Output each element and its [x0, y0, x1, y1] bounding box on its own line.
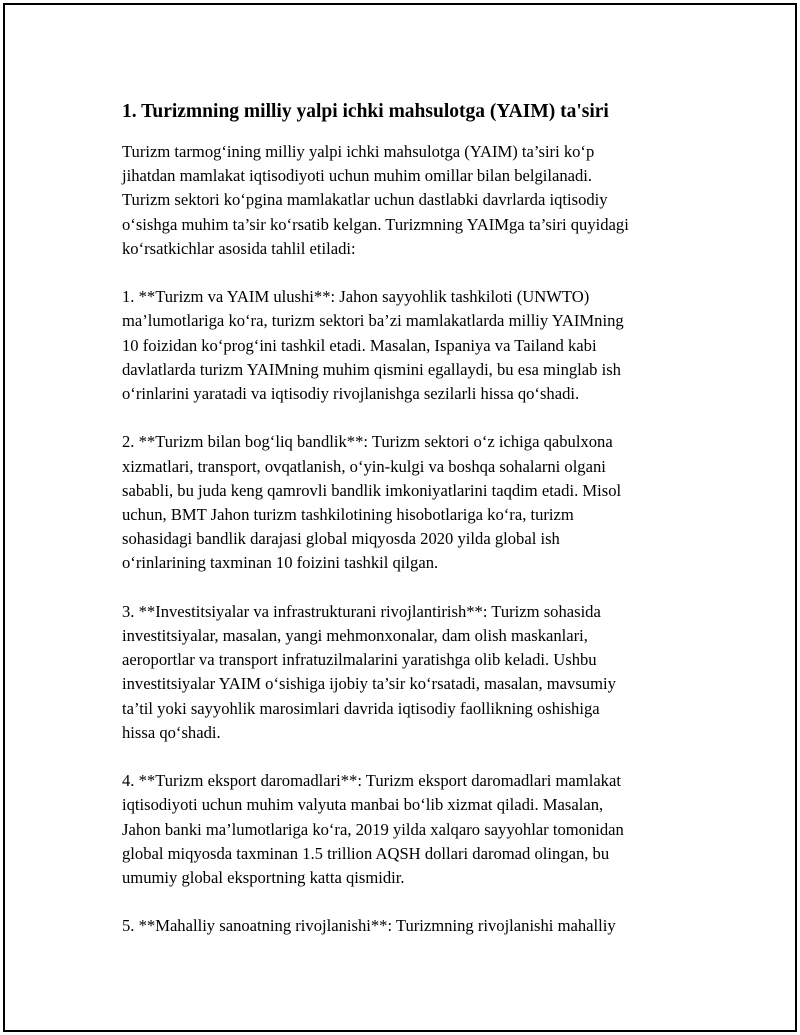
text-line: 1. **Turizm va YAIM ulushi**: Jahon sayyohlik tashkiloti (UNWTO)	[122, 287, 590, 307]
text-line: ko‘rsatkichlar asosida tahlil etiladi:	[122, 238, 356, 258]
paragraph-4	[122, 600, 722, 745]
text-line: xizmatlari, transport, ovqatlanish, o‘yin-kulgi va boshqa sohalarni olgani	[122, 456, 606, 476]
page-border	[3, 3, 797, 1032]
paragraph-2	[122, 285, 722, 406]
paragraph-6	[122, 914, 722, 938]
text-line: Turizm tarmog‘ining milliy yalpi ichki mahsulotga (YAIM) ta’siri ko‘p	[122, 142, 595, 161]
text-line: Turizm sektori ko‘pgina mamlakatlar uchun dastlabki davrlarda iqtisodiy	[122, 190, 608, 210]
text-line: investitsiyalar, masalan, yangi mehmonxonalar, dam olish maskanlari,	[122, 626, 588, 646]
text-line: ma’lumotlariga ko‘ra, turizm sektori ba’zi mamlakatlarda milliy YAIMning	[122, 311, 624, 331]
text-line: umumiy global eksportning katta qismidir.	[122, 868, 405, 888]
document-content	[122, 98, 722, 963]
paragraph-1	[122, 140, 722, 261]
text-line: 3. **Investitsiyalar va infrastrukturani rivojlantirish**: Turizm sohasida	[122, 601, 601, 621]
text-line: 4. **Turizm eksport daromadlari**: Turizm eksport daromadlari mamlakat	[122, 771, 621, 791]
paragraph-5	[122, 769, 722, 890]
document-body	[122, 140, 722, 939]
document-title: 1. Turizmning milliy yalpi ichki mahsulotga (YAIM) ta'siri	[122, 101, 609, 122]
text-line: 10 foizidan ko‘prog‘ini tashkil etadi. Masalan, Ispaniya va Tailand kabi	[122, 335, 597, 355]
text-line: Jahon banki ma’lumotlariga ko‘ra, 2019 yilda xalqaro sayyohlar tomonidan	[122, 819, 624, 839]
text-line: 5. **Mahalliy sanoatning rivojlanishi**: Turizmning rivojlanishi mahalliy	[122, 916, 616, 936]
text-line: aeroportlar va transport infratuzilmalarini yaratishga olib keladi. Ushbu	[122, 650, 597, 670]
text-line: davlatlarda turizm YAIMning muhim qismini egallaydi, bu esa minglab ish	[122, 359, 621, 379]
text-line: o‘sishga muhim ta’sir ko‘rsatib kelgan. Turizmning YAIMga ta’siri quyidagi	[122, 214, 629, 234]
text-line: 2. **Turizm bilan bog‘liq bandlik**: Turizm sektori o‘z ichiga qabulxona	[122, 432, 613, 452]
text-line: jihatdan mamlakat iqtisodiyoti uchun muhim omillar bilan belgilanadi.	[122, 166, 593, 186]
text-line: o‘rinlarini yaratadi va iqtisodiy rivojlanishga sezilarli hissa qo‘shadi.	[122, 384, 580, 404]
text-line: ta’til yoki sayyohlik marosimlari davrida iqtisodiy faollikning oshishiga	[122, 698, 600, 718]
text-line: sohasidagi bandlik darajasi global miqyosda 2020 yilda global ish	[122, 529, 560, 549]
text-line: hissa qo‘shadi.	[122, 722, 221, 742]
text-line: sababli, bu juda keng qamrovli bandlik imkoniyatlarini taqdim etadi. Misol	[122, 480, 622, 500]
text-line: o‘rinlarining taxminan 10 foizini tashkil qilgan.	[122, 553, 439, 573]
text-line: iqtisodiyoti uchun muhim valyuta manbai bo‘lib xizmat qiladi. Masalan,	[122, 795, 604, 815]
paragraph-3	[122, 430, 722, 575]
text-line: investitsiyalar YAIM o‘sishiga ijobiy ta’sir ko‘rsatadi, masalan, mavsumiy	[122, 674, 616, 694]
text-line: global miqyosda taxminan 1.5 trillion AQSH dollari daromad olingan, bu	[122, 843, 610, 863]
text-line: uchun, BMT Jahon turizm tashkilotining hisobotlariga ko‘ra, turizm	[122, 505, 574, 525]
